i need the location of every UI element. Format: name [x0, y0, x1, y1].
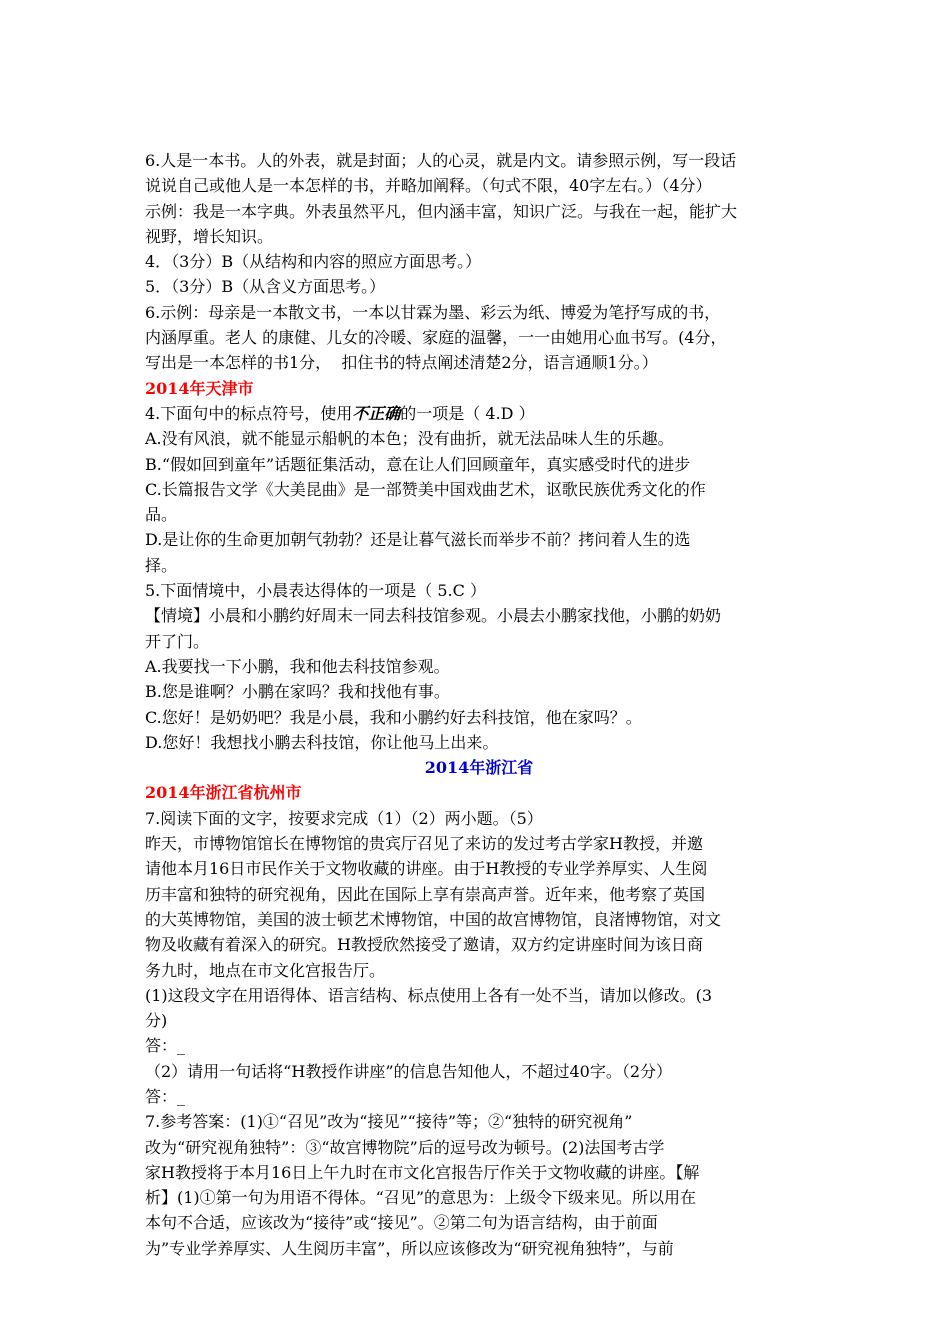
- text-line: 请他本月16日市民作关于文物收藏的讲座。由于H教授的专业学养厚实、人生阅: [145, 859, 708, 879]
- text-line: 7.参考答案：(1)①“召见”改为“接见”“接待”等；②“独特的研究视角”: [145, 1112, 633, 1132]
- text-line: B.您是谁啊？小鹏在家吗？我和找他有事。: [145, 682, 450, 702]
- section-heading-tianjin: 2014年天津市: [145, 378, 254, 398]
- text-line: 说说自己或他人是一本怎样的书，并略加阐释。（句式不限，40字左右。）（4分）: [145, 176, 712, 196]
- text-line: 的大英博物馆，美国的波士顿艺术博物馆，中国的故宫博物馆，良渚博物馆，对文: [145, 909, 722, 929]
- text-line: 历丰富和独特的研究视角，因此在国际上享有崇高声誉。近年来，他考察了英国: [145, 884, 706, 904]
- text-line: 析】(1)①第一句为用语不得体。“召见”的意思为：上级令下级来见。所以用在: [145, 1188, 697, 1208]
- text-line: A.我要找一下小鹏，我和他去科技馆参观。: [145, 656, 450, 676]
- section-heading-zhejiang: 2014年浙江省: [424, 758, 534, 778]
- text-line: 6.人是一本书。人的外表，就是封面；人的心灵，就是内文。请参照示例，写一段话: [145, 151, 737, 170]
- text-line: B.“假如回到童年”话题征集活动，意在让人们回顾童年，真实感受时代的进步: [145, 454, 691, 474]
- document-page: [145, 148, 813, 1261]
- text-line: （2）请用一句话将“H教授作讲座”的信息告知他人，不超过40字。（2分）: [145, 1061, 673, 1081]
- text-line: 6.示例：母亲是一本散文书，一本以甘霖为墨、彩云为纸、博爱为笔抒写成的书，: [145, 302, 721, 322]
- text-line: 品。: [145, 505, 178, 525]
- text-line: 开了门。: [145, 631, 210, 651]
- text-line: 本句不合适，应该改为“接待”或“接见”。②第二句为语言结构，由于前面: [145, 1213, 658, 1233]
- text-line: (1)这段文字在用语得体、语言结构、标点使用上各有一处不当，请加以修改。(3: [145, 985, 713, 1005]
- text-line: 写出是一本怎样的书1分， 扣住书的特点阐述清楚2分，语言通顺1分。）: [145, 353, 658, 373]
- answer-block-1: [145, 148, 813, 376]
- question-4-prefix: 4.下面句中的标点符号，使用: [145, 403, 353, 423]
- text-line: A.没有风浪，就不能显示船帆的本色；没有曲折，就无法品味人生的乐趣。: [145, 429, 674, 449]
- text-line: 内涵厚重。老人 的康健、儿女的冷暖、家庭的温馨，一一由她用心血书写。(4分，: [145, 328, 727, 348]
- text-line: 答：_: [145, 1086, 186, 1106]
- text-line: 家H教授将于本月16日上午九时在市文化宫报告厅作关于文物收藏的讲座。【解: [145, 1162, 700, 1182]
- text-line: C.您好！是奶奶吧？我是小晨，我和小鹏约好去科技馆，他在家吗？。: [145, 707, 642, 727]
- text-line: 5．（3分）B（从含义方面思考。）: [145, 277, 386, 297]
- section-heading-hangzhou: 2014年浙江省杭州市: [145, 783, 302, 803]
- text-line: 5.下面情境中，小晨表达得体的一项是（ 5.C ）: [145, 581, 486, 601]
- text-line: C.长篇报告文学《大美昆曲》是一部赞美中国戏曲艺术，讴歌民族优秀文化的作: [145, 479, 706, 499]
- text-line: 示例：我是一本字典。外表虽然平凡，但内涵丰富，知识广泛。与我在一起，能扩大: [145, 201, 738, 221]
- text-line: D.是让你的生命更加朝气勃勃？还是让暮气滋长而举步不前？拷问着人生的选: [145, 530, 691, 550]
- text-line: 择。: [145, 555, 178, 575]
- text-line: 为”专业学养厚实、人生阅历丰富”，所以应该修改为“研究视角独特”，与前: [145, 1238, 674, 1258]
- text-line: D.您好！我想找小鹏去科技馆，你让他马上出来。: [145, 732, 499, 752]
- text-line: 4．（3分）B（从结构和内容的照应方面思考。）: [145, 252, 482, 272]
- text-line: 7.阅读下面的文字，按要求完成（1）（2）两小题。（5）: [145, 808, 543, 828]
- text-line: 【情境】小晨和小鹏约好周末一同去科技馆参观。小晨去小鹏家找他，小鹏的奶奶: [145, 606, 722, 626]
- text-line: 改为“研究视角独特”：③“故宫博物院”后的逗号改为顿号。(2)法国考古学: [145, 1137, 665, 1157]
- text-line: 视野，增长知识。: [145, 226, 274, 246]
- text-line: 分): [145, 1011, 168, 1031]
- text-line: 昨天，市博物馆馆长在博物馆的贵宾厅召见了来访的发过考古学家H教授，并邀: [145, 834, 703, 854]
- question-4: [145, 401, 813, 426]
- text-line: 答：_: [145, 1036, 186, 1056]
- question-4-suffix: 的一项是（ 4.D ）: [400, 403, 535, 423]
- text-line: 务九时，地点在市文化宫报告厅。: [145, 960, 386, 980]
- text-line: 物及收藏有着深入的研究。H教授欣然接受了邀请，双方约定讲座时间为该日商: [145, 935, 703, 955]
- answer-block-2: [145, 426, 813, 755]
- answer-block-3: [145, 806, 813, 1261]
- question-4-emphasis: 不正确: [352, 403, 401, 423]
